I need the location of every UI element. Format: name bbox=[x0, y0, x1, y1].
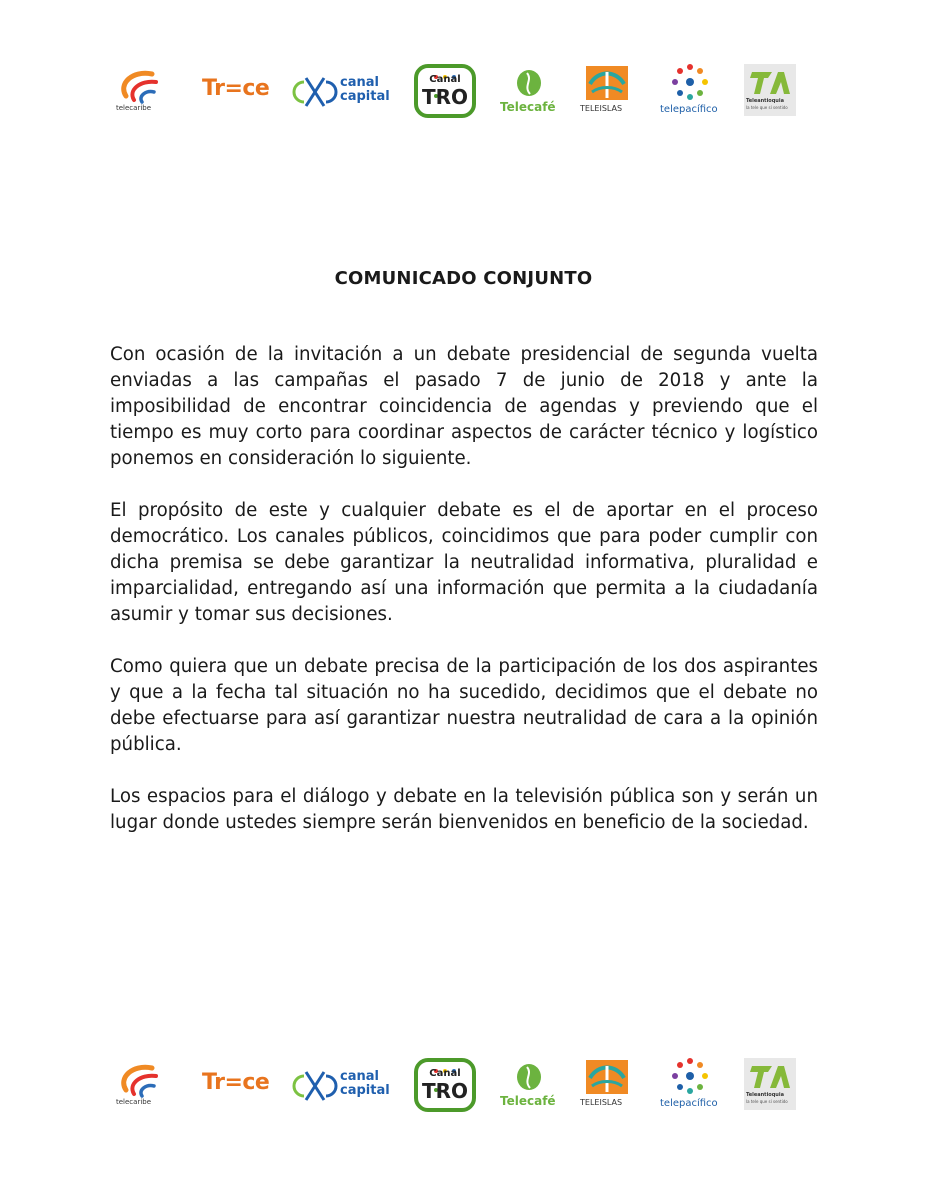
telepacifico-logo-footer bbox=[660, 1056, 724, 1116]
canal-tro-label-1: Canal bbox=[429, 74, 461, 85]
canal-capital-logo-footer bbox=[290, 1056, 400, 1116]
teleislas-palm-icon bbox=[582, 1058, 632, 1098]
teleislas-logo bbox=[580, 62, 636, 122]
telepacifico-label: telepacífico bbox=[660, 104, 718, 115]
teleantioquia-ta-icon bbox=[750, 68, 790, 98]
telecaribe-label: telecaribe bbox=[116, 1098, 152, 1106]
telecaribe-label: telecaribe bbox=[116, 104, 152, 112]
teleislas-label: TELEISLAS bbox=[580, 1098, 623, 1107]
teleantioquia-tagline: la tele que sí sentido bbox=[746, 1099, 788, 1104]
telepacifico-dots-icon bbox=[670, 62, 710, 102]
canal-capital-label-1: canal bbox=[340, 75, 379, 90]
telecafe-label: Telecafé bbox=[500, 100, 556, 114]
teleantioquia-ta-icon bbox=[750, 1062, 790, 1092]
teleislas-logo-footer bbox=[580, 1056, 636, 1116]
teleislas-palm-icon bbox=[582, 64, 632, 104]
teleantioquia-label: Teleantioquia bbox=[746, 1092, 784, 1098]
canal-capital-cross-icon bbox=[290, 70, 340, 114]
teleantioquia-tagline: la tele que sí sentido bbox=[746, 105, 788, 110]
canal-capital-cross-icon bbox=[290, 1064, 340, 1108]
telecaribe-logo-footer bbox=[112, 1056, 172, 1116]
telecafe-logo-footer bbox=[498, 1056, 562, 1116]
header-logo-strip bbox=[112, 62, 812, 122]
telecafe-bean-icon bbox=[514, 1062, 544, 1092]
telepacifico-logo bbox=[660, 62, 724, 122]
footer-logo-strip bbox=[112, 1056, 812, 1116]
canal-tro-dots bbox=[434, 1058, 458, 1062]
teleantioquia-label: Teleantioquia bbox=[746, 98, 784, 104]
canal-tro-logo bbox=[412, 62, 482, 122]
canal-tro-dots bbox=[434, 64, 458, 68]
telepacifico-label: telepacífico bbox=[660, 1098, 718, 1109]
paragraph-3: Como quiera que un debate precisa de la participación de los dos aspirantes y que a la fecha tal situación no ha sucedido, decidimos que el debate no debe efectuarse para así garantizar nuestra neutralidad de cara a la opinión pública. bbox=[110, 656, 818, 755]
telecafe-label: Telecafé bbox=[500, 1094, 556, 1108]
trece-logo-footer bbox=[202, 1056, 272, 1116]
canal-tro-label-2: TRO bbox=[421, 85, 469, 109]
canal-tro-logo-footer bbox=[412, 1056, 482, 1116]
canal-tro-label-2: TRO bbox=[421, 1079, 469, 1103]
paragraph-1: Con ocasión de la invitación a un debate presidencial de segunda vuelta enviadas a las campañas el pasado 7 de junio de 2018 y ante la imposibilidad de encontrar coincidencia de agendas y previendo que el tiempo es muy corto para coordinar aspectos de carácter técnico y logístico ponemos en consideración lo siguiente. bbox=[110, 344, 818, 469]
telecaribe-swirl-icon bbox=[112, 62, 172, 122]
document-title: COMUNICADO CONJUNTO bbox=[334, 268, 593, 289]
canal-capital-label-2: capital bbox=[340, 1083, 390, 1098]
canal-tro-label-1: Canal bbox=[429, 1068, 461, 1079]
telepacifico-dots-icon bbox=[670, 1056, 710, 1096]
trece-logo bbox=[202, 62, 272, 122]
trece-label: Tr=ce bbox=[202, 1070, 270, 1095]
canal-capital-label-2: capital bbox=[340, 89, 390, 104]
telecaribe-logo bbox=[112, 62, 172, 122]
teleantioquia-logo-footer bbox=[744, 1056, 798, 1116]
telecaribe-swirl-icon bbox=[112, 1056, 172, 1116]
teleantioquia-logo bbox=[744, 62, 798, 122]
teleislas-label: TELEISLAS bbox=[580, 104, 623, 113]
paragraph-4: Los espacios para el diálogo y debate en la televisión pública son y serán un lugar donde ustedes siempre serán bienvenidos en beneficio de la sociedad. bbox=[110, 786, 818, 833]
telecafe-logo bbox=[498, 62, 562, 122]
canal-capital-label-1: canal bbox=[340, 1069, 379, 1084]
paragraph-2: El propósito de este y cualquier debate es el de aportar en el proceso democrático. Los canales públicos, coincidimos que para poder cumplir con dicha premisa se debe garantizar la neutralidad informativa, pluralidad e imparcialidad, entregando así una información que permita a la ciudadanía asumir y tomar sus decisiones. bbox=[110, 500, 818, 625]
document-body bbox=[110, 342, 818, 862]
trece-label: Tr=ce bbox=[202, 76, 270, 101]
canal-capital-logo bbox=[290, 62, 400, 122]
telecafe-bean-icon bbox=[514, 68, 544, 98]
